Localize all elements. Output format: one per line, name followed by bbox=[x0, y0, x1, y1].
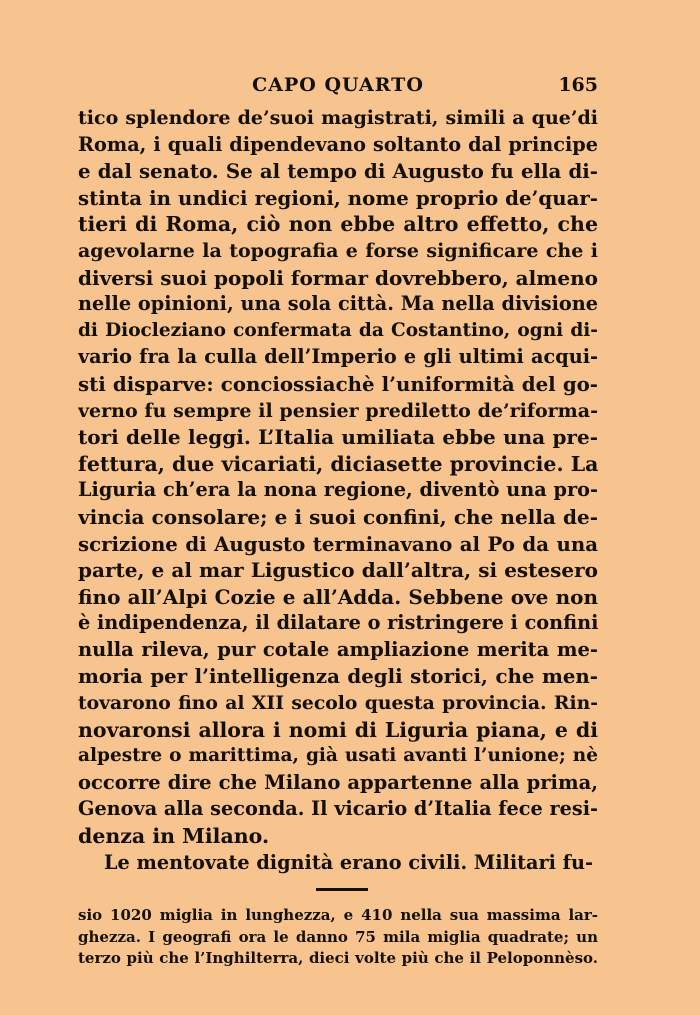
text-line: tieri di Roma, ciò non ebbe altro effetto, che bbox=[78, 212, 598, 237]
text-line: alpestre o marittima, già usati avanti l’unione; nè bbox=[78, 745, 598, 767]
text-line: di Diocleziano confermata da Costantino, ogni di- bbox=[78, 319, 598, 341]
footnote-line: terzo più che l’Inghilterra, dieci volte più che il Peloponnèso. bbox=[78, 949, 598, 967]
text-line: vario fra la culla dell’Imperio e gli ultimi acqui- bbox=[78, 345, 598, 369]
text-line: scrizione di Augusto terminavano al Po da una bbox=[78, 531, 598, 556]
text-line: vincia consolare; e i suoi confini, che nella de- bbox=[78, 504, 598, 529]
text-line: Genova alla seconda. Il vicario d’Italia fece resi- bbox=[78, 797, 598, 821]
page-number: 165 bbox=[558, 74, 598, 96]
running-header bbox=[78, 74, 598, 104]
main-text bbox=[78, 105, 598, 876]
text-line: moria per l’intelligenza degli storici, che men- bbox=[78, 664, 598, 689]
text-line: sti disparve: conciossiachè l’uniformità del go- bbox=[78, 371, 598, 396]
text-line: parte, e al mar Ligustico dall’altra, si estesero bbox=[78, 558, 598, 583]
text-line: Le mentovate dignità erano civili. Militari fu- bbox=[104, 850, 593, 874]
footnote-line: sio 1020 miglia in lunghezza, e 410 nella sua massima lar- bbox=[78, 906, 598, 924]
text-line: è indipendenza, il dilatare o ristringere i confini bbox=[78, 611, 598, 635]
text-line: verno fu sempre il pensier prediletto de’riforma- bbox=[78, 399, 598, 422]
footnote-line: ghezza. I geografi ora le danno 75 mila miglia quadrate; un bbox=[78, 927, 598, 946]
text-line: tori delle leggi. L’Italia umiliata ebbe una pre- bbox=[78, 425, 598, 450]
text-line: stinta in undici regioni, nome proprio de’quar- bbox=[78, 185, 598, 210]
footnote bbox=[78, 905, 598, 970]
text-line: novaronsi allora i nomi di Liguria piana, e di bbox=[78, 717, 598, 742]
footnote-separator bbox=[316, 888, 368, 891]
text-line: occorre dire che Milano appartenne alla prima, bbox=[78, 770, 598, 794]
text-line: fino all’Alpi Cozie e all’Adda. Sebbene ove non bbox=[78, 584, 598, 609]
text-line: nelle opinioni, una sola città. Ma nella divisione bbox=[78, 292, 598, 316]
text-line: agevolarne la topografia e forse significare che i bbox=[78, 239, 598, 262]
text-line: tovarono fino al XII secolo questa provincia. Rin- bbox=[78, 692, 598, 715]
text-line: denza in Milano. bbox=[78, 824, 270, 849]
chapter-title: CAPO QUARTO bbox=[252, 74, 424, 96]
text-line: e dal senato. Se al tempo di Augusto fu ella di- bbox=[78, 159, 598, 184]
text-line: nulla rileva, pur cotale ampliazione merita me- bbox=[78, 637, 598, 661]
text-line: Liguria ch’era la nona regione, diventò una pro- bbox=[78, 478, 598, 502]
text-line: Roma, i quali dipendevano soltanto dal principe bbox=[78, 132, 598, 156]
text-line: tico splendore de’suoi magistrati, simili a que’di bbox=[78, 107, 598, 129]
text-line: diversi suoi popoli formar dovrebbero, almeno bbox=[78, 265, 598, 290]
text-line: fettura, due vicariati, diciasette provincie. La bbox=[78, 451, 598, 476]
